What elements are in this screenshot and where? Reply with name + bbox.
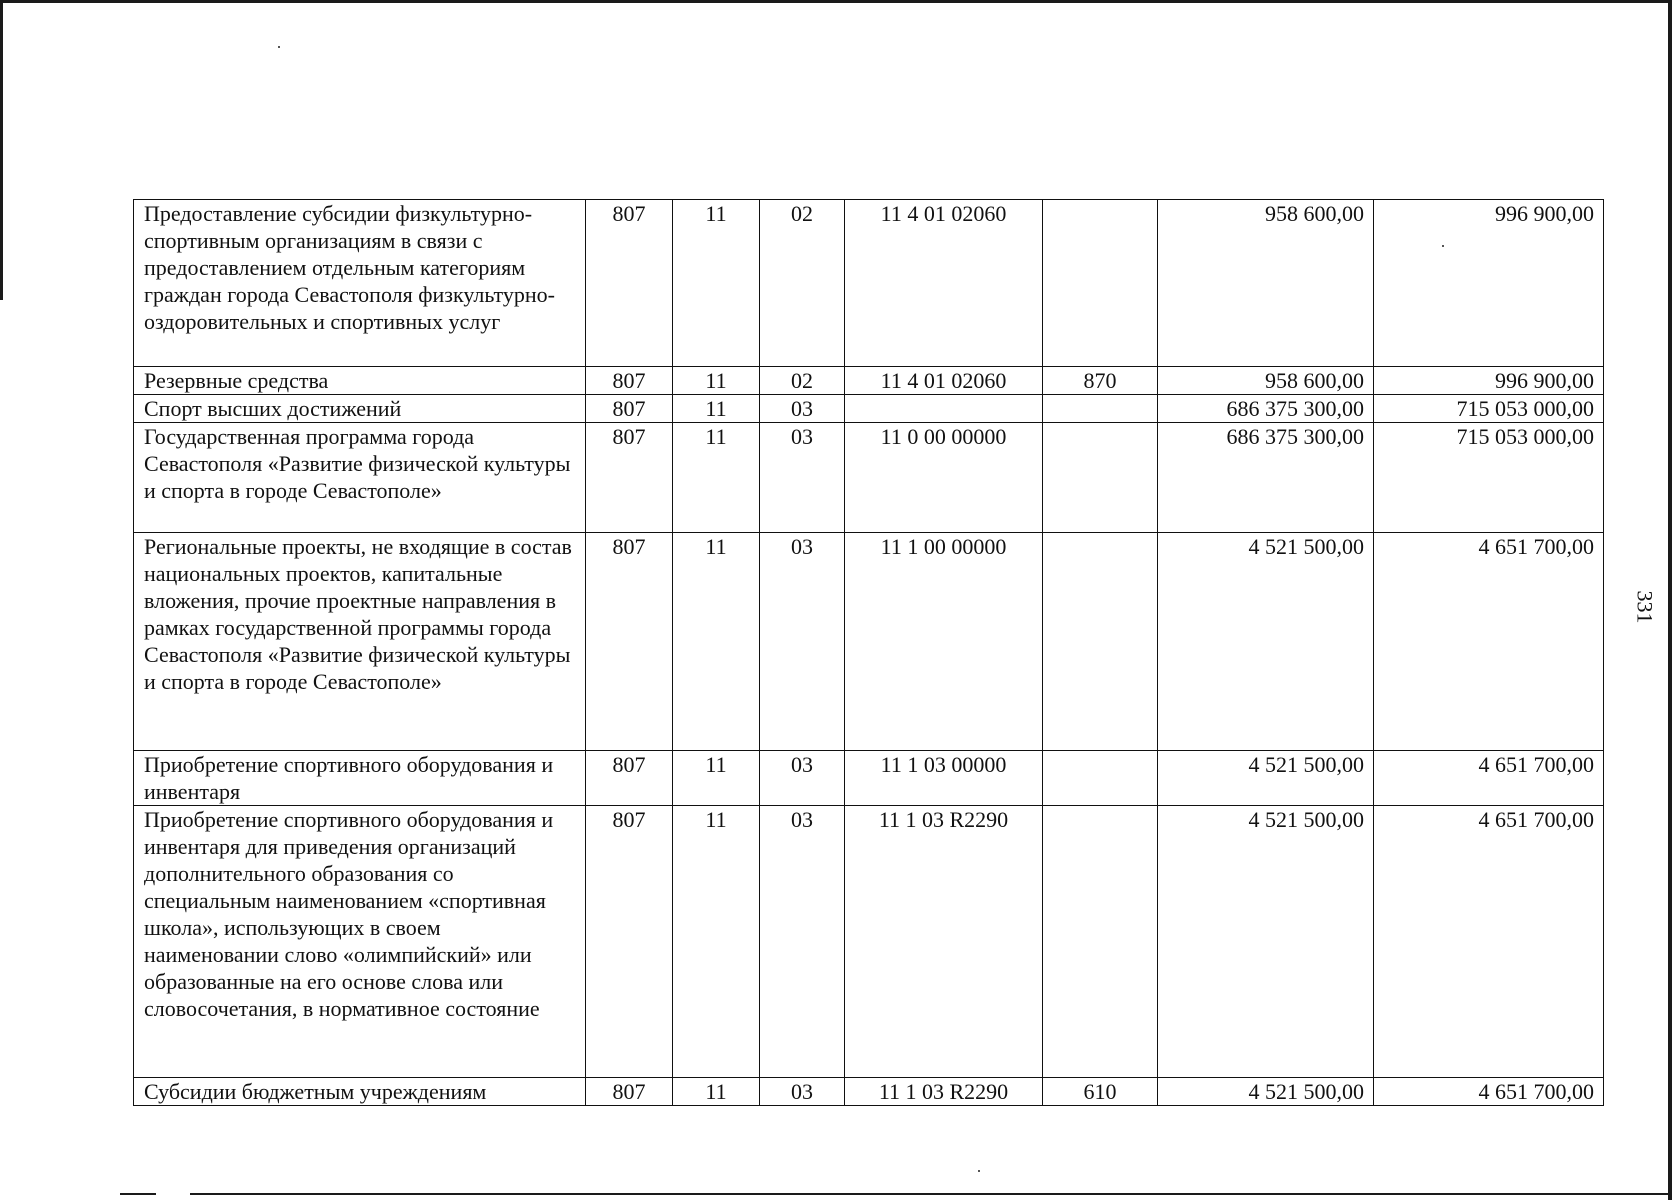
amount-year1: 4 521 500,00: [1158, 806, 1374, 1078]
amount-year2: 715 053 000,00: [1374, 395, 1604, 423]
table-row: [134, 533, 1604, 751]
amount-year2: 4 651 700,00: [1374, 533, 1604, 751]
subsection-code: 03: [760, 423, 845, 533]
section-code: 11: [673, 751, 760, 806]
scan-border-left: [0, 0, 3, 300]
section-code: 11: [673, 1078, 760, 1106]
scan-border-right: [1668, 0, 1672, 1200]
row-name: Государственная программа города Севастополя «Развитие физической культуры и спорта в городе Севастополе»: [134, 423, 586, 533]
budget-table: [133, 199, 1604, 1106]
amount-year1: 958 600,00: [1158, 200, 1374, 367]
budget-table-body: [134, 200, 1604, 1106]
amount-year1: 686 375 300,00: [1158, 423, 1374, 533]
row-name: Региональные проекты, не входящие в состав национальных проектов, капитальные вложения, прочие проектные направления в рамках государственной программы города Севастополя «Развитие физической культуры и спорта в городе Севастополе»: [134, 533, 586, 751]
subsection-code: 02: [760, 200, 845, 367]
table-row: [134, 367, 1604, 395]
ministry-code: 807: [586, 533, 673, 751]
table-row: [134, 1078, 1604, 1106]
target-article-code: 11 1 00 00000: [845, 533, 1043, 751]
row-name: Приобретение спортивного оборудования и инвентаря для приведения организаций дополнительного образования со специальным наименованием «спортивная школа», использующих в своем наименовании слово «олимпийский» или образованные на его основе слова или словосочетания, в нормативное состояние: [134, 806, 586, 1078]
ministry-code: 807: [586, 1078, 673, 1106]
table-row: [134, 423, 1604, 533]
section-code: 11: [673, 423, 760, 533]
amount-year2: 996 900,00: [1374, 200, 1604, 367]
expense-type-code: [1043, 200, 1158, 367]
amount-year2: 715 053 000,00: [1374, 423, 1604, 533]
section-code: 11: [673, 533, 760, 751]
subsection-code: 03: [760, 806, 845, 1078]
section-code: 11: [673, 806, 760, 1078]
ministry-code: 807: [586, 395, 673, 423]
page-number: 331: [1632, 590, 1658, 624]
scan-border-bottom-fragment: [120, 1193, 156, 1195]
target-article-code: [845, 395, 1043, 423]
subsection-code: 03: [760, 751, 845, 806]
amount-year2: 4 651 700,00: [1374, 751, 1604, 806]
target-article-code: 11 4 01 02060: [845, 367, 1043, 395]
scan-border-bottom: [190, 1193, 1672, 1195]
ministry-code: 807: [586, 423, 673, 533]
ministry-code: 807: [586, 367, 673, 395]
section-code: 11: [673, 367, 760, 395]
target-article-code: 11 4 01 02060: [845, 200, 1043, 367]
scan-speck: [978, 1170, 980, 1172]
scan-speck: [278, 46, 280, 48]
expense-type-code: [1043, 751, 1158, 806]
expense-type-code: 870: [1043, 367, 1158, 395]
row-name: Субсидии бюджетным учреждениям: [134, 1078, 586, 1106]
subsection-code: 03: [760, 1078, 845, 1106]
target-article-code: 11 1 03 00000: [845, 751, 1043, 806]
table-row: [134, 806, 1604, 1078]
subsection-code: 03: [760, 533, 845, 751]
subsection-code: 03: [760, 395, 845, 423]
amount-year2: 4 651 700,00: [1374, 1078, 1604, 1106]
row-name: Приобретение спортивного оборудования и инвентаря: [134, 751, 586, 806]
section-code: 11: [673, 200, 760, 367]
section-code: 11: [673, 395, 760, 423]
table-row: [134, 200, 1604, 367]
amount-year1: 958 600,00: [1158, 367, 1374, 395]
amount-year1: 4 521 500,00: [1158, 751, 1374, 806]
row-name: Резервные средства: [134, 367, 586, 395]
expense-type-code: [1043, 806, 1158, 1078]
expense-type-code: [1043, 533, 1158, 751]
row-name: Спорт высших достижений: [134, 395, 586, 423]
row-name: Предоставление субсидии физкультурно-спортивным организациям в связи с предоставлением отдельным категориям граждан города Севастополя физкультурно-оздоровительных и спортивных услуг: [134, 200, 586, 367]
table-row: [134, 751, 1604, 806]
expense-type-code: [1043, 423, 1158, 533]
expense-type-code: 610: [1043, 1078, 1158, 1106]
ministry-code: 807: [586, 806, 673, 1078]
amount-year1: 686 375 300,00: [1158, 395, 1374, 423]
expense-type-code: [1043, 395, 1158, 423]
ministry-code: 807: [586, 751, 673, 806]
amount-year2: 996 900,00: [1374, 367, 1604, 395]
amount-year1: 4 521 500,00: [1158, 533, 1374, 751]
ministry-code: 807: [586, 200, 673, 367]
target-article-code: 11 1 03 R2290: [845, 1078, 1043, 1106]
scan-border-top: [0, 0, 1672, 3]
subsection-code: 02: [760, 367, 845, 395]
target-article-code: 11 1 03 R2290: [845, 806, 1043, 1078]
amount-year1: 4 521 500,00: [1158, 1078, 1374, 1106]
table-row: [134, 395, 1604, 423]
amount-year2: 4 651 700,00: [1374, 806, 1604, 1078]
target-article-code: 11 0 00 00000: [845, 423, 1043, 533]
